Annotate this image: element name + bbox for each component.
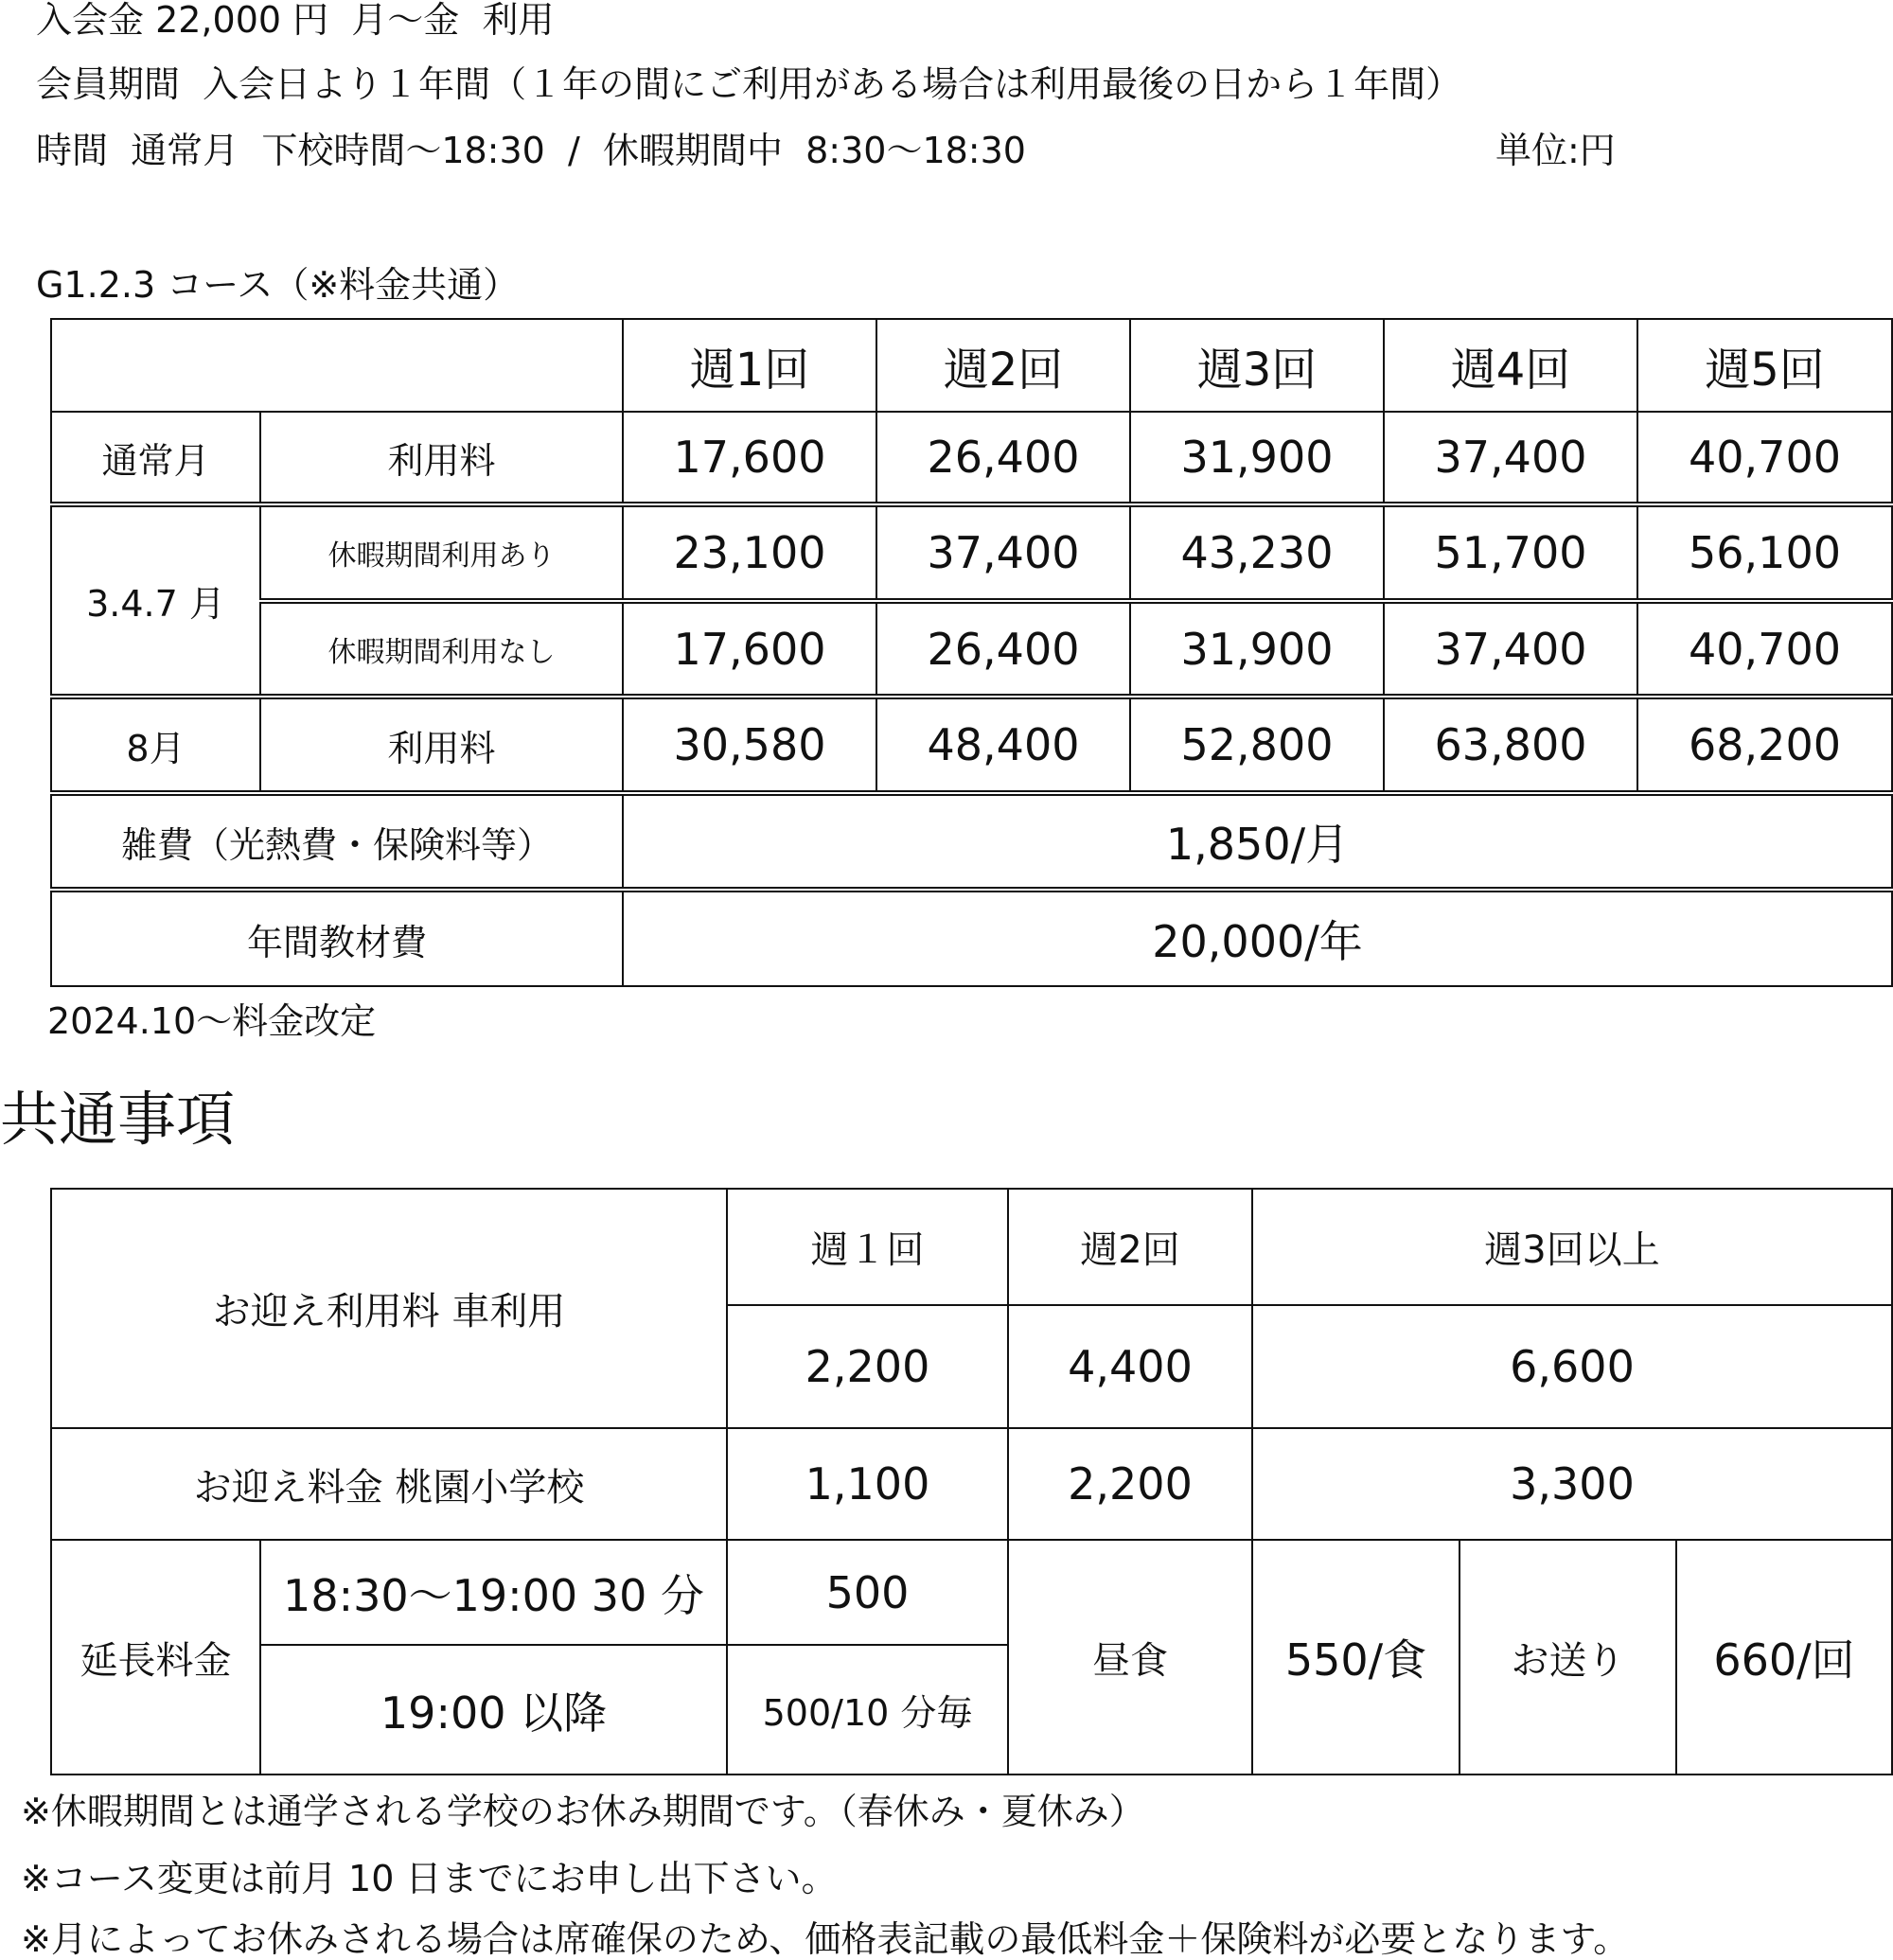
extension-fee: 500/10 分毎 bbox=[727, 1645, 1008, 1775]
row-label: 利用料 bbox=[260, 412, 623, 504]
hours-line: 時間 通常月 下校時間～18:30 / 休暇期間中 8:30～18:30 bbox=[36, 130, 1026, 171]
column-header: 週5回 bbox=[1637, 319, 1892, 412]
column-header: 週2回 bbox=[1008, 1189, 1252, 1305]
fee-cell: 40,700 bbox=[1637, 412, 1892, 504]
lunch-label: 昼食 bbox=[1008, 1540, 1252, 1775]
fee-cell: 2,200 bbox=[727, 1305, 1008, 1428]
fee-cell: 51,700 bbox=[1384, 504, 1637, 601]
fee-cell: 23,100 bbox=[623, 504, 876, 601]
materials-fee-value: 20,000/年 bbox=[623, 890, 1892, 986]
pickup-school-row bbox=[51, 1428, 1892, 1540]
table-row bbox=[51, 697, 1892, 793]
footnote: ※月によってお休みされる場合は席確保のため、価格表記載の最低料金＋保険料が必要となります。 bbox=[21, 1918, 1630, 1960]
materials-fee-label: 年間教材費 bbox=[51, 890, 623, 986]
fee-cell: 43,230 bbox=[1130, 504, 1384, 601]
fee-cell: 37,400 bbox=[876, 504, 1130, 601]
column-header: 週2回 bbox=[876, 319, 1130, 412]
misc-fee-row bbox=[51, 793, 1892, 890]
admission-fee-line: 入会金 22,000 円 月～金 利用 bbox=[36, 0, 555, 41]
table-header-row bbox=[51, 319, 1892, 412]
row-label: 休暇期間利用あり bbox=[260, 504, 623, 601]
fee-cell: 37,400 bbox=[1384, 601, 1637, 697]
misc-fee-value: 1,850/月 bbox=[623, 793, 1892, 890]
table-row bbox=[51, 412, 1892, 504]
fee-cell: 26,400 bbox=[876, 601, 1130, 697]
fee-cell: 31,900 bbox=[1130, 601, 1384, 697]
fee-cell: 52,800 bbox=[1130, 697, 1384, 793]
pickup-school-label: お迎え料金 桃園小学校 bbox=[51, 1428, 727, 1540]
fee-cell: 56,100 bbox=[1637, 504, 1892, 601]
dropoff-value: 660/回 bbox=[1676, 1540, 1892, 1775]
row-group-label: 8月 bbox=[51, 697, 260, 793]
fee-cell: 3,300 bbox=[1252, 1428, 1892, 1540]
materials-fee-row bbox=[51, 890, 1892, 986]
column-header: 週4回 bbox=[1384, 319, 1637, 412]
footnote: ※コース変更は前月 10 日までにお申し出下さい。 bbox=[21, 1858, 838, 1899]
fee-cell: 2,200 bbox=[1008, 1428, 1252, 1540]
row-label: 利用料 bbox=[260, 697, 623, 793]
fee-cell: 40,700 bbox=[1637, 601, 1892, 697]
fee-cell: 68,200 bbox=[1637, 697, 1892, 793]
pickup-car-header-row bbox=[51, 1189, 1892, 1305]
fee-cell: 6,600 bbox=[1252, 1305, 1892, 1428]
header-blank-cell bbox=[51, 319, 623, 412]
fee-cell: 37,400 bbox=[1384, 412, 1637, 504]
misc-fee-label: 雑費（光熱費・保険料等） bbox=[51, 793, 623, 890]
row-group-label: 通常月 bbox=[51, 412, 260, 504]
extension-time: 19:00 以降 bbox=[260, 1645, 727, 1775]
extension-row bbox=[51, 1540, 1892, 1645]
pickup-car-label: お迎え利用料 車利用 bbox=[51, 1189, 727, 1428]
course-fee-table bbox=[50, 318, 1893, 987]
unit-label: 単位:円 bbox=[1495, 130, 1616, 171]
fee-cell: 17,600 bbox=[623, 601, 876, 697]
column-header: 週1回 bbox=[623, 319, 876, 412]
fee-cell: 1,100 bbox=[727, 1428, 1008, 1540]
fee-cell: 63,800 bbox=[1384, 697, 1637, 793]
lunch-value: 550/食 bbox=[1252, 1540, 1460, 1775]
fee-cell: 26,400 bbox=[876, 412, 1130, 504]
table-row bbox=[51, 601, 1892, 697]
row-label: 休暇期間利用なし bbox=[260, 601, 623, 697]
extension-time: 18:30～19:00 30 分 bbox=[260, 1540, 727, 1645]
column-header: 週3回 bbox=[1130, 319, 1384, 412]
course-table-title: G1.2.3 コース（※料金共通） bbox=[36, 264, 520, 306]
fee-cell: 48,400 bbox=[876, 697, 1130, 793]
revision-note: 2024.10～料金改定 bbox=[47, 1000, 377, 1042]
dropoff-label: お送り bbox=[1460, 1540, 1676, 1775]
extension-label: 延長料金 bbox=[51, 1540, 260, 1775]
column-header: 週3回以上 bbox=[1252, 1189, 1892, 1305]
extension-fee: 500 bbox=[727, 1540, 1008, 1645]
footnote: ※休暇期間とは通学される学校のお休み期間です。（春休み・夏休み） bbox=[21, 1791, 1145, 1832]
membership-period-line: 会員期間 入会日より１年間（１年の間にご利用がある場合は利用最後の日から１年間） bbox=[36, 63, 1462, 105]
fee-cell: 30,580 bbox=[623, 697, 876, 793]
row-group-label: 3.4.7 月 bbox=[51, 504, 260, 697]
table-row bbox=[51, 504, 1892, 601]
common-items-heading: 共通事項 bbox=[0, 1085, 236, 1154]
fee-cell: 17,600 bbox=[623, 412, 876, 504]
fee-cell: 31,900 bbox=[1130, 412, 1384, 504]
common-fee-table bbox=[50, 1188, 1893, 1775]
fee-cell: 4,400 bbox=[1008, 1305, 1252, 1428]
column-header: 週１回 bbox=[727, 1189, 1008, 1305]
